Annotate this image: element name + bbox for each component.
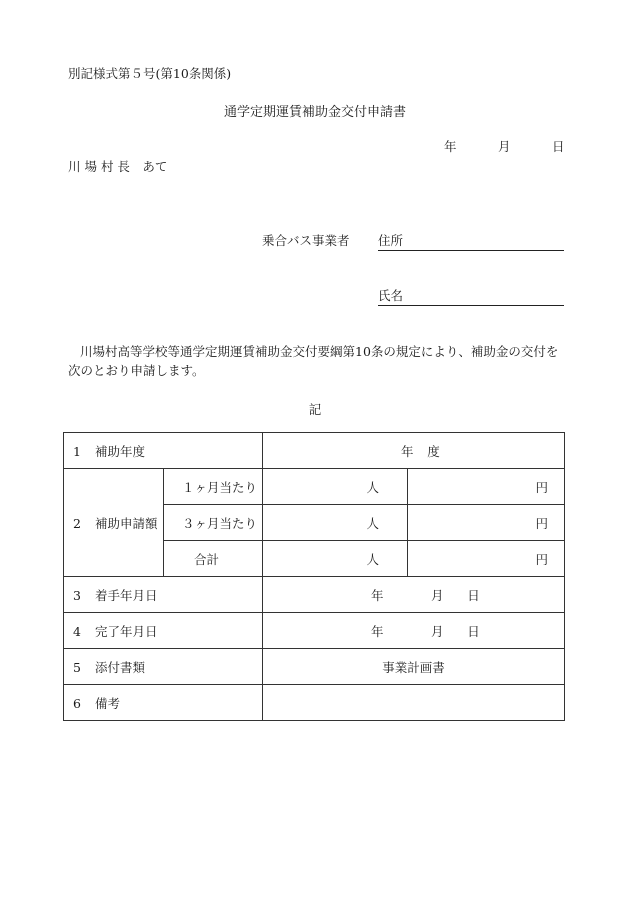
people-field-3month[interactable] xyxy=(263,505,408,541)
row-label: 着手年月日 xyxy=(95,587,158,603)
people-field-total[interactable] xyxy=(263,541,408,577)
yen-unit: 円 xyxy=(535,551,549,567)
yen-unit: 円 xyxy=(535,479,549,495)
day-unit: 日 xyxy=(467,623,480,639)
addressee: 川 場 村 長 あて xyxy=(68,159,168,174)
remarks-field[interactable] xyxy=(263,685,565,721)
sub-label-total: 合計 xyxy=(164,541,263,577)
ki-heading: 記 xyxy=(308,402,322,417)
yen-field-1month[interactable] xyxy=(408,469,565,505)
row-label-remarks xyxy=(64,685,263,721)
date-month: 月 xyxy=(498,139,511,154)
row-number: 1 xyxy=(73,443,81,459)
table-row xyxy=(64,433,565,469)
application-date xyxy=(444,137,565,155)
sub-label-1month: １ヶ月当たり xyxy=(164,469,263,505)
table-row xyxy=(64,613,565,649)
row-label-application-amount xyxy=(64,469,164,577)
yen-unit: 円 xyxy=(535,515,549,531)
application-table xyxy=(63,432,565,721)
row-label: 補助年度 xyxy=(95,443,146,459)
year-unit: 年 xyxy=(401,443,414,459)
people-unit: 人 xyxy=(366,515,380,531)
start-date-field[interactable] xyxy=(263,577,565,613)
table-row xyxy=(64,685,565,721)
row-label: 補助申請額 xyxy=(95,515,158,531)
completion-date-field[interactable] xyxy=(263,613,565,649)
subsidy-year-field[interactable] xyxy=(263,433,565,469)
name-label: 氏名 xyxy=(378,288,404,303)
address-label: 住所 xyxy=(378,233,404,248)
operator-label: 乗合バス事業者 xyxy=(262,233,350,248)
address-field[interactable] xyxy=(378,231,564,251)
row-number: 4 xyxy=(73,623,81,639)
document-title: 通学定期運賃補助金交付申請書 xyxy=(223,105,406,120)
table-row xyxy=(64,469,565,505)
row-label: 完了年月日 xyxy=(95,623,158,639)
row-number: 5 xyxy=(73,659,81,675)
year-unit: 年 xyxy=(371,587,384,603)
row-number: 3 xyxy=(73,587,81,603)
row-label-start-date xyxy=(64,577,263,613)
month-unit: 月 xyxy=(431,587,444,603)
month-unit: 月 xyxy=(431,623,444,639)
yen-field-3month[interactable] xyxy=(408,505,565,541)
people-unit: 人 xyxy=(366,479,380,495)
name-field[interactable] xyxy=(378,286,564,306)
sub-label-3month: ３ヶ月当たり xyxy=(164,505,263,541)
row-label-subsidy-year xyxy=(64,433,263,469)
form-id: 別記様式第５号(第10条関係) xyxy=(68,66,232,81)
table-row xyxy=(64,577,565,613)
date-year: 年 xyxy=(444,139,457,154)
row-label-attachments xyxy=(64,649,263,685)
row-label-completion-date xyxy=(64,613,263,649)
date-day: 日 xyxy=(552,139,565,154)
row-label: 備考 xyxy=(95,695,121,711)
yen-field-total[interactable] xyxy=(408,541,565,577)
people-unit: 人 xyxy=(366,551,380,567)
attachments-value: 事業計画書 xyxy=(263,649,565,685)
year-unit: 年 xyxy=(371,623,384,639)
people-field-1month[interactable] xyxy=(263,469,408,505)
row-label: 添付書類 xyxy=(95,659,146,675)
table-row xyxy=(64,649,565,685)
row-number: 6 xyxy=(73,695,81,711)
day-unit: 日 xyxy=(467,587,480,603)
degree-unit: 度 xyxy=(427,443,440,459)
body-text: 川場村高等学校等通学定期運賃補助金交付要綱第10条の規定により、補助金の交付を次のとおり申請します。 xyxy=(68,344,559,378)
row-number: 2 xyxy=(73,515,81,531)
